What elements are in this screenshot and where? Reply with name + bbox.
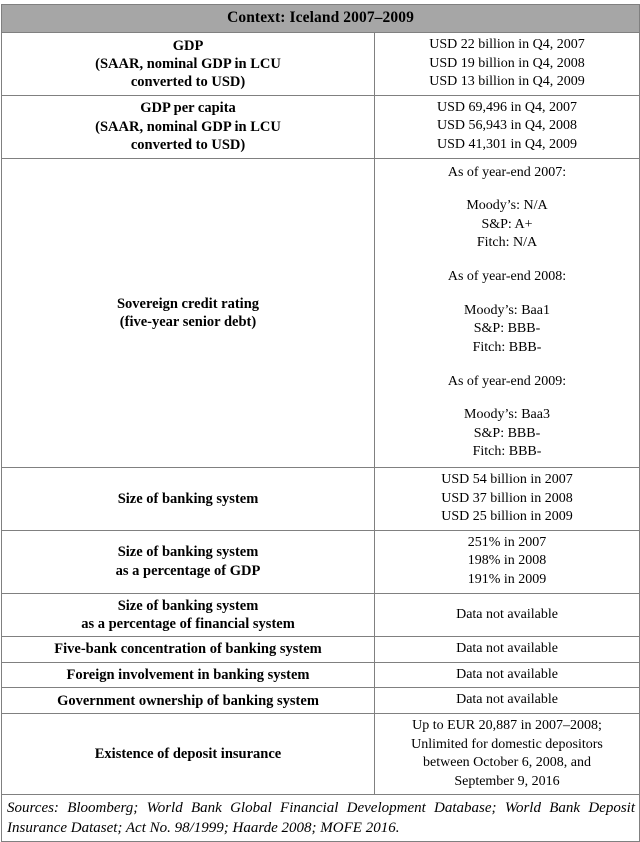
row-value-cell (375, 467, 640, 530)
table-row (2, 688, 640, 714)
table-body (2, 5, 640, 842)
row-label-line: (SAAR, nominal GDP in LCU (95, 55, 281, 72)
row-label-cell (2, 33, 375, 96)
table-row (2, 95, 640, 158)
row-label-line: as a percentage of GDP (115, 562, 261, 579)
table-row (2, 662, 640, 688)
value-spacer (381, 358, 633, 373)
row-value-line: between October 6, 2008, and (423, 755, 591, 771)
row-value-line: Fitch: BBB- (472, 339, 542, 355)
row-value-line: USD 41,301 in Q4, 2009 (436, 137, 577, 153)
row-label-line: Five-bank concentration of banking system (54, 641, 322, 658)
table-row (2, 530, 640, 593)
row-label-line: GDP (172, 37, 204, 54)
row-label-line: Sovereign credit rating (116, 295, 260, 312)
table-header-row (2, 5, 640, 33)
row-value-line: USD 69,496 in Q4, 2007 (436, 99, 577, 115)
row-value-line: Fitch: N/A (476, 235, 538, 251)
row-label-cell (2, 95, 375, 158)
row-value-line: S&P: BBB- (473, 321, 541, 337)
row-value-line: USD 19 billion in Q4, 2008 (429, 55, 585, 71)
row-value-line: S&P: A+ (481, 216, 533, 232)
row-label-line: (five-year senior debt) (119, 313, 257, 330)
table-title: Context: Iceland 2007–2009 (2, 5, 640, 33)
row-label-cell (2, 158, 375, 467)
row-value-cell (375, 95, 640, 158)
row-value-line: USD 37 billion in 2008 (441, 490, 573, 506)
row-label-cell (2, 593, 375, 637)
row-value-line: Data not available (456, 692, 558, 708)
value-spacer (381, 391, 633, 406)
row-value-line: Up to EUR 20,887 in 2007–2008; (412, 717, 602, 733)
table-row (2, 713, 640, 794)
row-value-cell (375, 33, 640, 96)
row-value-line: Data not available (456, 641, 558, 657)
context-table (1, 4, 640, 842)
row-value-line: USD 54 billion in 2007 (441, 471, 573, 487)
row-label-line: converted to USD) (130, 74, 246, 91)
row-label-line: Existence of deposit insurance (94, 746, 282, 763)
row-value-line: September 9, 2016 (454, 773, 560, 789)
row-label-cell (2, 530, 375, 593)
row-value-line: Data not available (456, 606, 558, 622)
table-row (2, 467, 640, 530)
row-value-line: 191% in 2009 (467, 572, 547, 588)
row-value-line: 198% in 2008 (467, 553, 547, 569)
row-label-cell (2, 637, 375, 663)
row-value-line: Moody’s: N/A (466, 198, 548, 214)
value-spacer (381, 287, 633, 302)
row-label-line: as a percentage of financial system (81, 615, 295, 632)
row-value-line: 251% in 2007 (467, 534, 547, 550)
row-label-line: GDP per capita (140, 100, 236, 117)
row-value-line: As of year-end 2007: (447, 164, 567, 180)
row-value-line: As of year-end 2009: (447, 373, 567, 389)
row-label-line: Government ownership of banking system (57, 692, 319, 709)
row-value-line: Moody’s: Baa1 (464, 302, 550, 318)
row-value-cell (375, 688, 640, 714)
row-label-line: converted to USD) (130, 136, 246, 153)
table-row (2, 593, 640, 637)
row-value-cell (375, 530, 640, 593)
row-label-cell (2, 713, 375, 794)
row-value-line: Fitch: BBB- (472, 444, 542, 460)
row-value-cell (375, 158, 640, 467)
value-spacer (381, 182, 633, 197)
row-label-cell (2, 688, 375, 714)
sources-note: Sources: Bloomberg; World Bank Global Financial Development Database; World Bank Deposit Insurance Dataset; Act No. 98/1999; Haarde 2008; MOFE 2016. (2, 795, 640, 841)
row-value-line: S&P: BBB- (473, 425, 541, 441)
row-label-cell (2, 662, 375, 688)
row-value-line: Moody’s: Baa3 (464, 407, 550, 423)
row-value-line: USD 25 billion in 2009 (441, 509, 573, 525)
row-value-line: Data not available (456, 666, 558, 682)
row-label-line: Size of banking system (117, 597, 259, 614)
row-label-line: (SAAR, nominal GDP in LCU (95, 118, 281, 135)
row-value-cell (375, 637, 640, 663)
row-value-line: USD 56,943 in Q4, 2008 (436, 118, 577, 134)
row-value-line: USD 22 billion in Q4, 2007 (429, 37, 585, 52)
table-row (2, 158, 640, 467)
value-spacer (381, 253, 633, 268)
table-row (2, 637, 640, 663)
row-label-line: Size of banking system (117, 544, 259, 561)
row-value-line: Unlimited for domestic depositors (411, 736, 603, 752)
row-label-line: Size of banking system (117, 490, 259, 507)
row-label-cell (2, 467, 375, 530)
row-value-cell (375, 593, 640, 637)
row-value-line: As of year-end 2008: (447, 269, 567, 285)
row-value-cell (375, 662, 640, 688)
row-label-line: Foreign involvement in banking system (66, 666, 310, 683)
table-row (2, 33, 640, 96)
row-value-cell (375, 713, 640, 794)
sources-row (2, 795, 640, 841)
row-value-line: USD 13 billion in Q4, 2009 (429, 74, 585, 90)
